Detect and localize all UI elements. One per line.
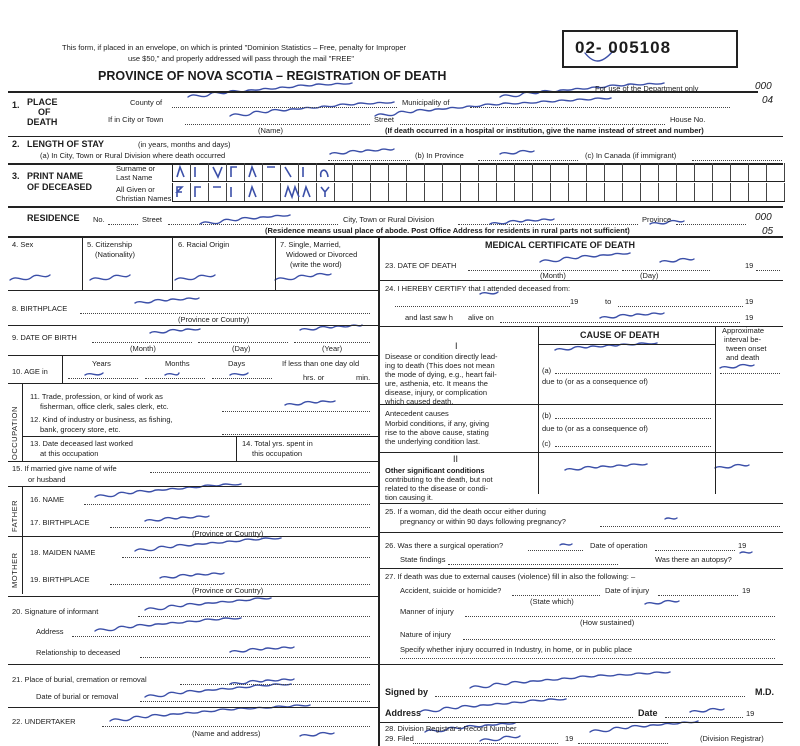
racial-label: 6. Racial Origin [178,240,230,249]
col [22,486,23,536]
filed-label: 29. Filed [385,734,414,743]
occ14-label: 14. Total yrs. spent in [242,439,313,448]
other-text: tion causing it. [385,493,433,502]
county-label: County of [130,98,163,107]
residence-province: Province [642,215,672,224]
fill-line [512,595,600,596]
fill-line [655,550,735,551]
due-to: due to (or as a consequence of) [542,377,648,386]
wife-label: or husband [28,475,66,484]
house-label: House No. [670,115,706,124]
alive-yr: 19 [745,313,754,322]
burial-label: 21. Place of burial, cremation or removal [12,675,147,684]
col [172,236,173,291]
manner: Manner of injury [400,607,454,616]
rule [8,355,378,356]
given-label: Christian Names [116,194,172,203]
divider [378,236,380,746]
father-name-label: 16. NAME [30,495,65,504]
fill-line [500,322,740,323]
fill-line [212,378,272,379]
fill-line [138,616,370,617]
dob-year: (Year) [322,344,343,353]
fill-line [222,434,370,435]
col [62,355,63,383]
fill-line [140,701,370,702]
alive-on-label: alive on [468,313,494,322]
residence-label: RESIDENCE [27,213,80,223]
fill-line [720,373,780,374]
fill-line [84,504,370,505]
fill-line [463,639,775,640]
maiden-label: 18. MAIDEN NAME [30,548,96,557]
age-label: 10. AGE in [12,367,48,376]
citizenship-label: (Nationality) [95,250,136,259]
last-saw-label: and last saw h [405,313,453,322]
fill-line [68,378,138,379]
marital-label: Widowed or Divorced [286,250,358,259]
certify-yr: 19 [570,297,579,306]
code-mark: 000 [755,212,772,223]
fill-line [110,584,370,585]
undertaker-label: 22. UNDERTAKER [12,717,76,726]
rule [8,290,378,291]
occ11-label: 11. Trade, profession, or kind of work as [30,392,163,401]
residence-street: Street [142,215,163,224]
fill-line [618,306,743,307]
rule [378,503,783,504]
dod-yr: 19 [745,261,754,270]
mother-bp-note: (Province or Country) [192,586,264,595]
undertaker-note: (Name and address) [192,729,261,738]
stay-a: (a) In City, Town or Rural Division where death occurred [40,151,226,160]
state-which: (State which) [530,597,574,606]
findings: State findings [400,555,446,564]
medical-title: MEDICAL CERTIFICATE OF DEATH [485,240,635,250]
fill-line [756,270,780,271]
place-number: 1. [12,100,20,110]
code-mark: 000 [755,81,772,92]
cause-a: (a) [542,366,552,375]
surname-label: Last Name [116,173,153,182]
header-line-1: This form, if placed in an envelope, on which is printed "Dominion Statistics – Free, penalty for Improper [62,43,407,52]
father-bp-label: 17. BIRTHPLACE [30,518,90,527]
fill-line [555,418,711,419]
occ13-label: 13. Date deceased last worked [30,439,133,448]
antecedent-text: Antecedent causes [385,409,449,418]
fill-line [198,342,288,343]
fill-line [458,224,638,225]
q25: pregnancy or within 90 days following pregnancy? [400,517,566,526]
q26: 26. Was there a surgical operation? [385,541,504,550]
how: (How sustained) [580,618,635,627]
roman-one: I [455,341,458,351]
col [275,236,276,291]
name-label: OF DECEASED [27,182,93,192]
dob-day: (Day) [232,344,251,353]
rule [378,722,783,723]
fill-line [465,616,775,617]
div-reg-label: (Division Registrar) [700,734,764,743]
fill-line [665,717,743,718]
antecedent-text: the underlying condition last. [385,437,481,446]
q25: 25. If a woman, did the death occur either during [385,507,546,516]
stay-label: 2. [12,139,20,149]
rule [8,383,378,384]
signed-label: Signed by [385,687,429,697]
fill-line [395,306,570,307]
antecedent-text: Morbid conditions, if any, giving [385,419,490,428]
sex-label: 4. Sex [12,240,34,249]
name-note: (Name) [258,126,284,135]
rule [8,664,378,665]
fill-line [80,313,370,314]
rule [8,325,378,326]
other-text: Other significant conditions [385,466,485,475]
age-days: Days [228,359,246,368]
accident: Accident, suicide or homicide? [400,586,502,595]
name-number: 3. [12,171,20,181]
certify-yr2: 19 [745,297,754,306]
fill-line [528,550,583,551]
dept-use-note: For use of the Department only [595,84,699,93]
med-address-label: Address [385,708,422,718]
approx: and death [726,353,760,362]
fill-line [92,342,192,343]
op-yr: 19 [738,541,747,550]
rule [8,206,783,208]
given-label: All Given or [116,185,155,194]
date-of-death-label: 23. DATE OF DEATH [385,261,457,270]
md-label: M.D. [755,687,774,697]
fill-line [108,224,138,225]
certify-to: to [605,297,612,306]
birthplace-note: (Province or Country) [178,315,250,324]
col [82,236,83,291]
municipality-label: Municipality of [402,98,450,107]
cause-b: (b) [542,411,552,420]
injury-yr: 19 [742,586,751,595]
occ13-label: at this occupation [40,449,99,458]
rule [378,532,783,533]
occ14-label: this occupation [252,449,303,458]
occ12-label: bank, grocery store, etc. [40,425,121,434]
handwriting [177,187,329,197]
hospital-note: (If death occurred in a hospital or institution, give the name instead of street and number) [385,126,704,135]
relationship-label: Relationship to deceased [36,648,121,657]
nature: Nature of injury [400,630,451,639]
rule [8,486,378,487]
date-op: Date of operation [590,541,648,550]
disease-text: Disease or condition directly lead- [385,352,498,361]
approx: tween onset [726,344,767,353]
stay-c: (c) In Canada (if immigrant) [585,151,677,160]
fill-line [122,557,370,558]
disease-text: ing to death (This does not mean [385,361,495,370]
disease-text: which caused death. [385,397,454,406]
other-text: related to the disease or condi- [385,484,488,493]
less-day: If less than one day old [282,359,360,368]
fill-line [150,472,370,473]
date-injury: Date of injury [605,586,650,595]
med-date-yr: 19 [746,709,755,718]
place-label: OF [38,107,51,117]
certify-label: 24. I HEREBY CERTIFY that I attended deceased from: [385,284,571,293]
rule [8,596,378,597]
fill-line [222,411,370,412]
col [538,326,539,494]
residence-no: No. [93,215,105,224]
antecedent-text: rise to the above cause, stating [385,428,489,437]
handwriting [177,167,328,177]
city-label: If in City or Town [108,115,164,124]
father-bp-note: (Province or Country) [192,529,264,538]
disease-text: the mode of dying, e.g., heart fail- [385,370,497,379]
other-text: contributing to the death, but not [385,475,493,484]
hrs: hrs. or [303,373,325,382]
min: min. [356,373,371,382]
fill-line [600,526,780,527]
fill-line [622,270,710,271]
marital-label: (write the word) [290,260,342,269]
death-registration-form: 02- 005108 For use of the Department only 000 04 000 05 This form, if placed in an envelope, on which is printed "Dominion Statistics – Free, penalty for Improper use $50," and properly addressed will pass through the mail "FREE" PROVINCE OF NOVA SCOTIA – REGISTRATION OF DEATH 1. PLACE OF DEATH County of Municipality of If in City or Town Street House No. (Name) (If death occurred in a hospital or institution, give the name instead of street and number) 2. LENGTH OF STAY (in years, months and days) (a) In City, Town or Rural Division where death occurred (b) In Province (c) In Canada (if immigrant) 3. PRINT NAME OF DECEASED Surname or Last Name All Given or Christian Names RESIDENCE No. Street City, Town or Rural Division Province (Residence means usual place of abode. Post Office Address for residents in rural parts not sufficient) 4. Sex 5. Citizenship (Nationality) 6. Racial Origin 7. Single, Married, Widowed or Divorced (write the word) 8. BIRTHPLACE (Province or Country) 9. DATE OF BIRTH (Month) (Day) (Year) 10. AGE in Years Months Days If less than one day old hrs. or min. OCCUPATION 11. Trade, profession, or kind of work as fisherman, office clerk, sales clerk, etc. 12. Kind of industry or business, as fishing, bank, grocery store, etc. 13. Date deceased last worked at this occupation 14. Total yrs. spent in this occupation 15. If married give name of wife or husband FATHER 16. NAME 17. BIRTHPLACE (Province or Country) MOTHER 18. MAIDEN NAME 19. BIRTHPLACE (Province or Country) 20. Signature of informant Address Relationship to deceased 21. Place of burial, cremation or removal Date of burial or removal 22. UNDERTAKER (Name and address) MEDICAL CERTIFICATE OF DEATH 23. DATE OF DEATH 19 (Month) (Day) 24. I HEREBY CERTIFY that I attended deceased from: 19 to 19 and last saw h alive on 19 CAUSE OF DEATH Approximate interval be- tween onset and death I Disease or condition directly lead- ing to death (This does not mean the mode of dying, e.g., heart fail- ure, asthenia, etc. It means the disease, injury, or complication which caused death. (a) due to (or as a consequence of) Antecedent causes Morbid conditions, if any, giving rise to the above cause, stating the underlying condition last. (b) due to (or as a consequence of) (c) II Other significant conditions contributing to the death, but not related to the disease or condi- tion causing it. 25. If a woman, did the death occur either during pregnancy or within 90 days following pregnancy? 26. Was there a surgical operation? Date of operation 19 State findings Was there an autopsy? 27. If death was due to external causes (violence) fill in also the following: – Accident, suicide or homicide? Date of injury 19 (State which) Manner of injury (How sustained) Nature of injury Specify whether injury occurred in Industry, in home, or in public place Signed by M.D. Address Date 19 28. Division Registrar's Record Number 29. Filed 19 (Division Registrar) [0,0,800,746]
rule [22,436,378,437]
q27: 27. If death was due to external causes (violence) fill in also the following: – [385,572,636,581]
due-to: due to (or as a consequence of) [542,424,648,433]
fill-line [448,564,618,565]
stay-sub: (in years, months and days) [138,140,231,149]
dob-month: (Month) [130,344,156,353]
rule [378,404,783,405]
surname-label: Surname or [116,164,156,173]
age-years: Years [92,359,111,368]
fill-line [435,696,745,697]
age-months: Months [165,359,190,368]
form-title: PROVINCE OF NOVA SCOTIA – REGISTRATION OF DEATH [98,69,447,83]
rule [8,236,783,238]
form-number: 02- 005108 [575,38,672,57]
fill-line [555,373,711,374]
roman-two: II [453,454,459,464]
fill-line [140,657,370,658]
informant-label: 20. Signature of informant [12,607,99,616]
code-mark: 05 [762,226,774,237]
fill-line [294,342,370,343]
name-label: PRINT NAME [27,171,83,181]
rule [8,536,378,537]
dob-label: 9. DATE OF BIRTH [12,333,77,342]
rule [378,664,783,665]
disease-text: ure, asthenia, etc. It means the [385,379,488,388]
med-date-label: Date [638,708,658,718]
filed-yr: 19 [565,734,574,743]
wife-label: 15. If married give name of wife [12,464,117,473]
fill-line [578,743,668,744]
cause-title: CAUSE OF DEATH [580,330,660,340]
disease-text: disease, injury, or complication [385,388,487,397]
marital-label: 7. Single, Married, [280,240,341,249]
rule [378,568,783,569]
approx: interval be- [724,335,762,344]
approx: Approximate [722,326,765,335]
rule [8,707,378,708]
rule [378,452,783,453]
header-line-2: use $50," and properly addressed will pass through the mail "FREE" [128,54,355,63]
fill-line [180,684,370,685]
record-number-label: 28. Division Registrar's Record Number [385,724,517,733]
dod-month: (Month) [540,271,566,280]
fill-line [676,224,746,225]
fill-line [413,743,558,744]
fill-line [168,224,338,225]
rule [378,280,783,281]
residence-note: (Residence means usual place of abode. Post Office Address for residents in rural parts not sufficient) [265,226,630,235]
place-label: DEATH [27,117,58,127]
fill-line [658,595,738,596]
stay-b: (b) In Province [415,151,464,160]
col [22,383,23,461]
specify: Specify whether injury occurred in Industry, in home, or in public place [400,645,633,654]
fill-line [145,378,205,379]
col [236,436,237,461]
fill-line [400,658,775,659]
occ11-label: fisherman, office clerk, sales clerk, etc. [40,402,169,411]
col [715,326,716,494]
fill-line [555,446,711,447]
rule [8,461,378,462]
col [22,536,23,594]
citizenship-label: 5. Citizenship [87,240,133,249]
stay-label: LENGTH OF STAY [27,139,105,149]
rule [538,344,715,345]
cause-c: (c) [542,439,551,448]
fill-line [72,636,370,637]
place-label: PLACE [27,97,58,107]
autopsy: Was there an autopsy? [655,555,732,564]
birthplace-label: 8. BIRTHPLACE [12,304,68,313]
burial-date-label: Date of burial or removal [36,692,119,701]
code-mark: 04 [762,95,774,106]
street-label: Street [374,115,395,124]
residence-city: City, Town or Rural Division [343,215,434,224]
occ12-label: 12. Kind of industry or business, as fishing, [30,415,173,424]
fill-line [428,717,633,718]
mother-bp-label: 19. BIRTHPLACE [30,575,90,584]
informant-address: Address [36,627,64,636]
dod-day: (Day) [640,271,659,280]
fill-line [102,726,370,727]
fill-line [110,527,370,528]
